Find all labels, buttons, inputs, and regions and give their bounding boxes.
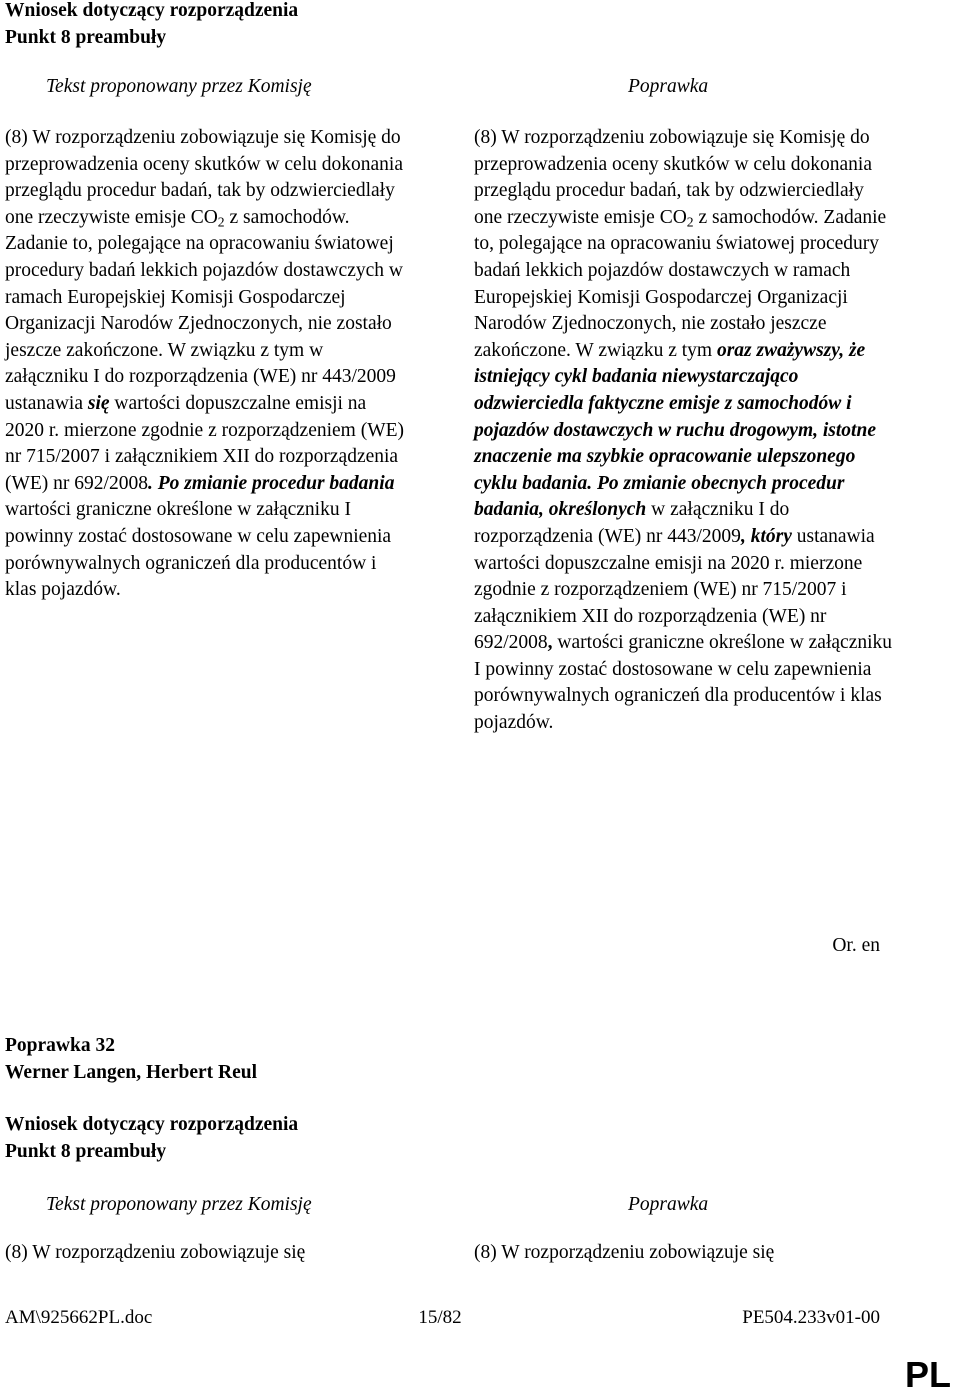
document-title: Wniosek dotyczący rozporządzenia bbox=[5, 0, 299, 21]
document-title: Wniosek dotyczący rozporządzenia bbox=[5, 1114, 299, 1135]
inserted-text: , bbox=[547, 632, 553, 654]
amendment-number-line: Poprawka 32 bbox=[5, 1035, 115, 1056]
top-heading bbox=[5, 0, 425, 51]
commission-recital-text: (8) W rozporządzeniu zobowiązuje się Komisję do przeprowadzenia oceny skutków w celu dokonania przeglądu procedur badań, tak by odzwierciedlały one rzeczywiste emisje $CO_2$ z samochodów. Zadanie to, polegające na opracowaniu światowej procedury badań lekkich pojazdów dostawczych w ramach Europejskiej Komisji Gospodarczej Organizacji Narodów Zjednoczonych, nie zostało jeszcze zakończone. W związku z tym w załączniku I do rozporządzenia (WE) nr 443/2009 ustanawia się wartości dopuszczalne emisji na 2020 r. mierzone zgodnie z rozporządzeniem (WE) nr 715/2007 i załącznikiem XII do rozporządzenia (WE) nr 692/2008. Po zmianie procedur badania wartości graniczne określone w załączniku I powinny zostać dostosowane w celu zapewnienia porównywalnych ograniczeń dla producentów i klas pojazdów. bbox=[5, 127, 405, 601]
amendment-subject bbox=[5, 1112, 425, 1165]
amendment-text-column bbox=[474, 125, 894, 737]
commission-text-header: Tekst proponowany przez Komisję bbox=[46, 76, 312, 97]
amendment-header: Poprawka bbox=[628, 76, 709, 97]
commission-text-column bbox=[5, 125, 405, 604]
deleted-text: się bbox=[87, 392, 110, 414]
footer-document-reference: AM\925662PL.doc bbox=[5, 1307, 153, 1328]
language-code: PL bbox=[905, 1354, 952, 1395]
commission-text-header: Tekst proponowany przez Komisję bbox=[46, 1194, 312, 1215]
amendment-recital-text: (8) W rozporządzeniu zobowiązuje się bbox=[474, 1242, 775, 1263]
original-language: Or. en bbox=[832, 935, 880, 956]
amendment-header: Poprawka bbox=[628, 1194, 709, 1215]
inserted-text: oraz zważywszy, że istniejący cykl badania niewystarczająco odzwierciedla faktyczne emisje z samochodów i pojazdów dostawczych w ruchu drogowym, istotne znaczenie ma szybkie opracowanie ulepszonego cyklu badania. Po zmianie obecnych procedur badania, określonych bbox=[474, 339, 876, 521]
recital-reference: Punkt 8 preambuły bbox=[5, 1140, 167, 1162]
inserted-text: , który bbox=[740, 525, 792, 547]
deleted-text: . Po zmianie procedur badania bbox=[147, 472, 395, 494]
amendment-heading bbox=[5, 1033, 425, 1086]
recital-reference: Punkt 8 preambuły bbox=[5, 26, 167, 48]
amendment-recital-text: (8) W rozporządzeniu zobowiązuje się Komisję do przeprowadzenia oceny skutków w celu dokonania przeglądu procedur badań, tak by odzwierciedlały one rzeczywiste emisje $CO_2$ z samochodów. Zadanie to, polegające na opracowaniu światowej procedury badań lekkich pojazdów dostawczych w ramach Europejskiej Komisji Gospodarczej Organizacji Narodów Zjednoczonych, nie zostało jeszcze zakończone. W związku z tym oraz zważywszy, że istniejący cykl badania niewystarczająco odzwierciedla faktyczne emisje z samochodów i pojazdów dostawczych w ruchu drogowym, istotne znaczenie ma szybkie opracowanie ulepszonego cyklu badania. Po zmianie obecnych procedur badania, określonych w załączniku I do rozporządzenia (WE) nr 443/2009, który ustanawia wartości dopuszczalne emisji na 2020 r. mierzone zgodnie z rozporządzeniem (WE) nr 715/2007 i załącznikiem XII do rozporządzenia (WE) nr 692/2008, wartości graniczne określone w załączniku I powinny zostać dostosowane w celu zapewnienia porównywalnych ograniczeń dla producentów i klas pojazdów. bbox=[474, 127, 893, 734]
commission-recital-text: (8) W rozporządzeniu zobowiązuje się bbox=[5, 1242, 306, 1263]
amendment-authors: Werner Langen, Herbert Reul bbox=[5, 1061, 258, 1083]
amendment-number: 32 bbox=[95, 1035, 115, 1056]
footer-pe-reference: PE504.233v01-00 bbox=[742, 1307, 880, 1328]
footer-page-number: 15/82 bbox=[418, 1307, 462, 1328]
